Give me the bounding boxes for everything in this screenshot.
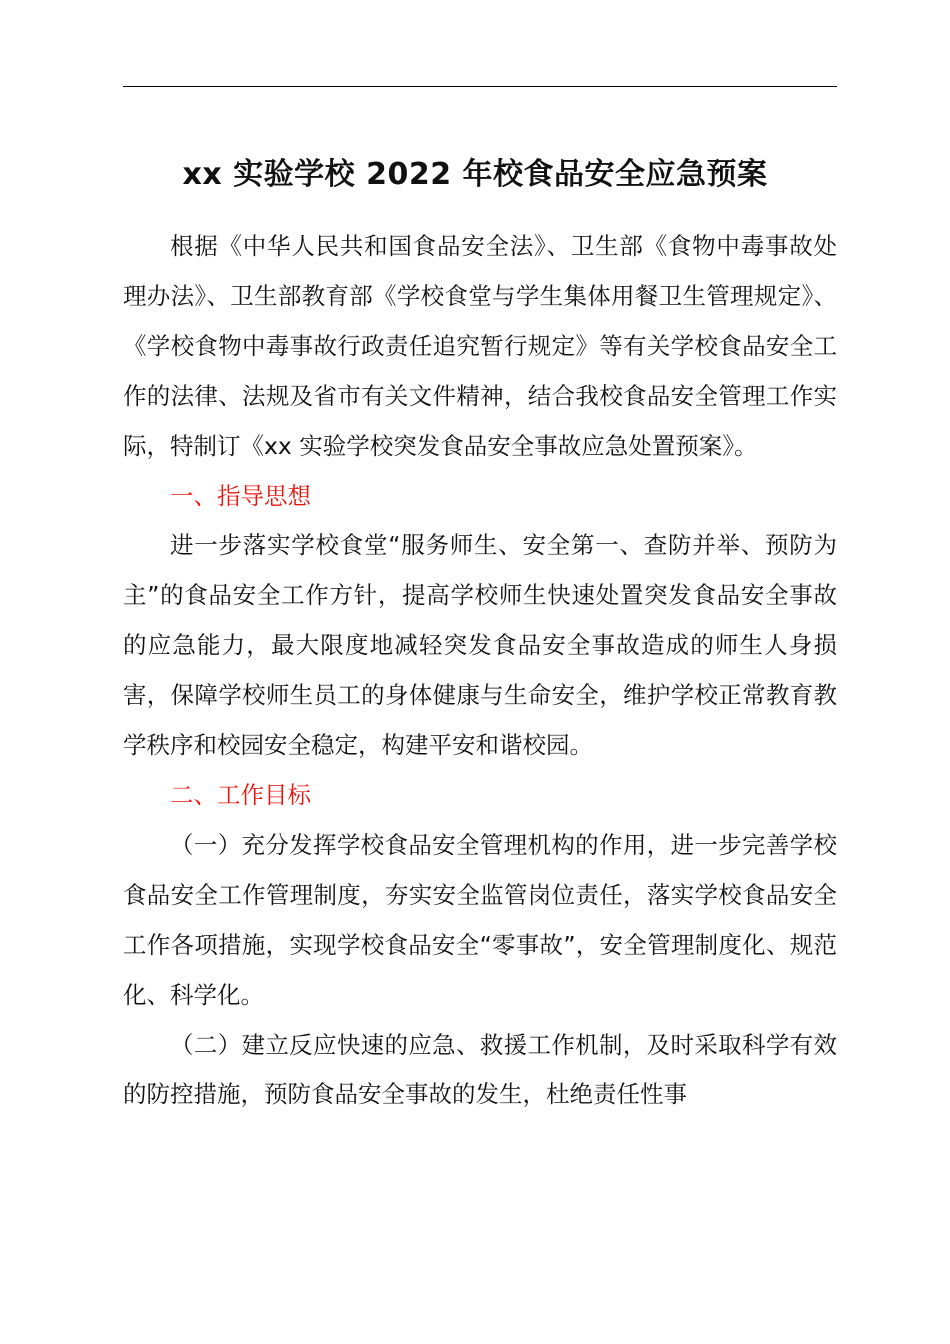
header-rule	[123, 86, 837, 87]
guiding-ideology-paragraph: 进一步落实学校食堂“服务师生、安全第一、查防并举、预防为主”的食品安全工作方针，提高学校师生快速处置突发食品安全事故的应急能力，最大限度地减轻突发食品安全事故造成的师生人身损害，保障学校师生员工的身体健康与生命安全，维护学校正常教育教学秩序和校园安全稳定，构建平安和谐校园。	[123, 531, 837, 760]
work-goal-paragraph-2: （二）建立反应快速的应急、救援工作机制，及时采取科学有效的防控措施，预防食品安全事故的发生，杜绝责任性事	[123, 1030, 837, 1109]
intro-paragraph: 根据《中华人民共和国食品安全法》、卫生部《食物中毒事故处理办法》、卫生部教育部《学校食堂与学生集体用餐卫生管理规定》、《学校食物中毒事故行政责任追究暂行规定》等有关学校食品安全工作的法律、法规及省市有关文件精神，结合我校食品安全管理工作实际，特制订《xx 实验学校突发食品安全事故应急处置预案》。	[123, 232, 837, 460]
work-goal-paragraph-1: （一）充分发挥学校食品安全管理机构的作用，进一步完善学校食品安全工作管理制度，夯实安全监管岗位责任，落实学校食品安全工作各项措施，实现学校食品安全“零事故”，安全管理制度化、规范化、科学化。	[123, 830, 837, 1009]
section-heading-work-goals: 二、工作目标	[170, 780, 311, 809]
document-title: xx 实验学校 2022 年校食品安全应急预案	[182, 157, 768, 192]
section-heading-guiding-ideology: 一、指导思想	[170, 481, 311, 510]
document-body	[123, 222, 837, 1120]
